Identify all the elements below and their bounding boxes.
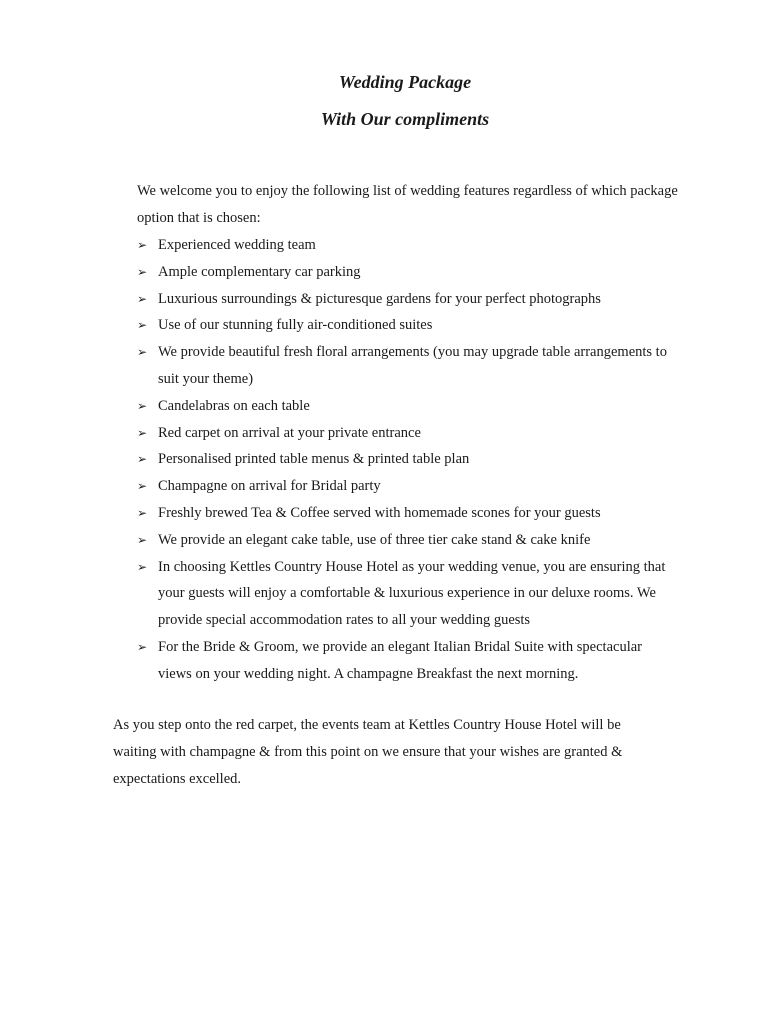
arrow-bullet-icon: ➢ [137,318,148,333]
list-item [137,312,677,339]
list-item [137,634,677,688]
arrow-bullet-icon: ➢ [137,505,148,520]
feature-text: Luxurious surroundings & picturesque gardens for your perfect photographs [158,290,601,307]
feature-text: Red carpet on arrival at your private entrance [158,424,421,441]
list-item [137,259,677,286]
list-item [137,393,677,420]
list-item [137,339,677,393]
list-item [137,446,677,473]
list-item [137,473,677,500]
arrow-bullet-icon: ➢ [137,559,148,574]
page-title: Wedding Package [338,72,472,92]
arrow-bullet-icon: ➢ [137,291,148,306]
feature-text: We provide an elegant cake table, use of three tier cake stand & cake knife [158,531,591,548]
arrow-bullet-icon: ➢ [137,238,148,252]
feature-text: Personalised printed table menus & printed table plan [158,451,470,468]
feature-list [137,232,677,688]
feature-text: Freshly brewed Tea & Coffee served with homemade scones for your guests [158,504,601,521]
arrow-bullet-icon: ➢ [137,479,148,494]
feature-text: We provide beautiful fresh floral arrangements (you may upgrade table arrangements to suit your theme) [158,344,667,387]
list-item [137,420,677,447]
feature-text: In choosing Kettles Country House Hotel as your wedding venue, you are ensuring that your guests will enjoy a comfortable & luxurious experience in our deluxe rooms. We provide special accommodation rates to all your wedding guests [158,558,666,629]
arrow-bullet-icon: ➢ [137,532,148,547]
arrow-bullet-icon: ➢ [137,425,148,440]
arrow-bullet-icon: ➢ [137,398,148,413]
feature-text: Ample complementary car parking [158,263,361,280]
feature-text: Champagne on arrival for Bridal party [158,478,381,495]
page-subtitle: With Our compliments [320,109,490,129]
feature-text: For the Bride & Groom, we provide an elegant Italian Bridal Suite with spectacular views on your wedding night. A champagne Breakfast the next morning. [158,638,643,682]
list-item [137,527,677,554]
list-item [137,232,677,259]
arrow-bullet-icon: ➢ [137,452,148,467]
list-item [137,554,677,634]
arrow-bullet-icon: ➢ [137,264,148,279]
intro-paragraph: We welcome you to enjoy the following list of wedding features regardless of which package option that is chosen: [137,183,678,226]
closing-paragraph: As you step onto the red carpet, the events team at Kettles Country House Hotel will be waiting with champagne & from this point on we ensure that your wishes are granted & expectations excelled. [113,717,623,787]
arrow-bullet-icon: ➢ [137,639,148,654]
list-item [137,286,677,313]
feature-text: Candelabras on each table [158,397,310,414]
list-item [137,500,677,527]
feature-text: Use of our stunning fully air-conditioned suites [158,317,433,334]
feature-text: Experienced wedding team [158,237,316,253]
arrow-bullet-icon: ➢ [137,345,148,360]
